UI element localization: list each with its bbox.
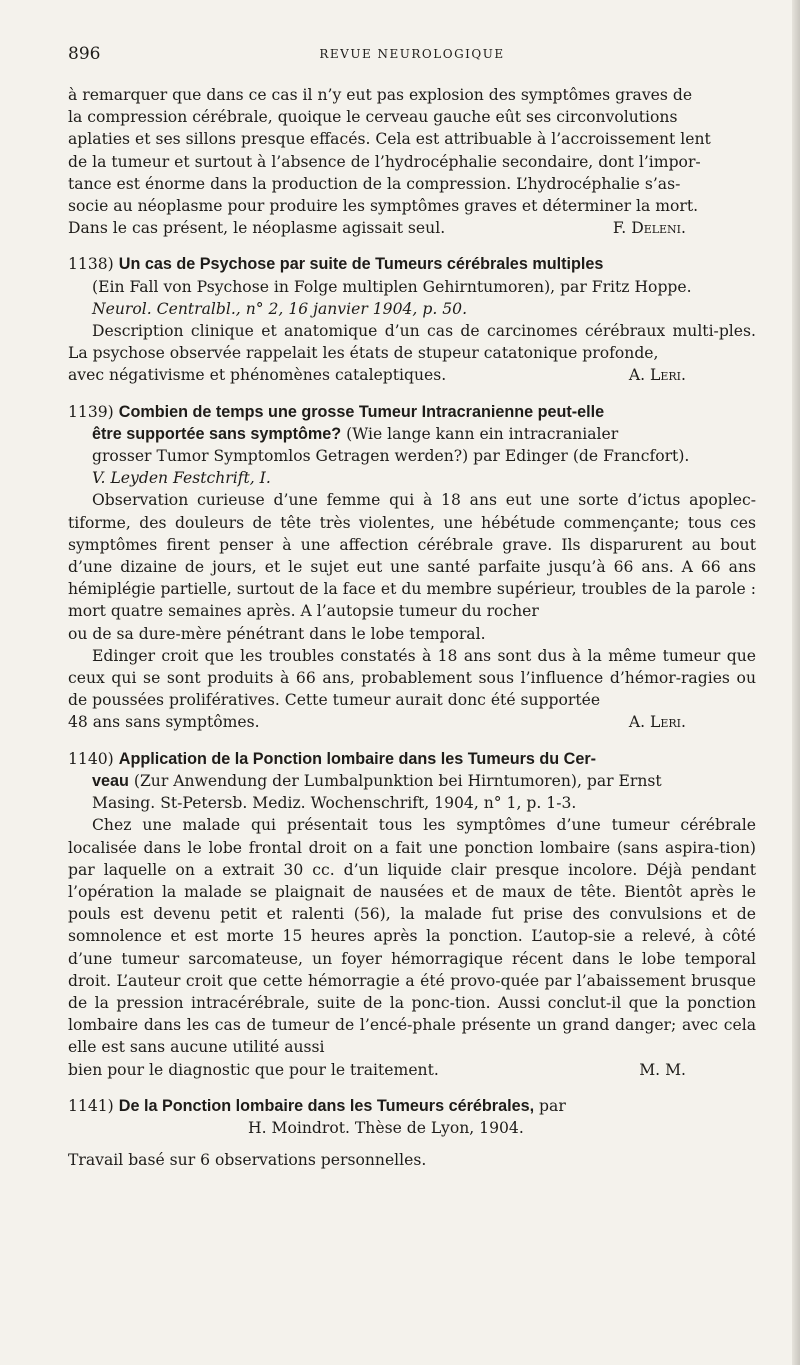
entry-heading	[68, 401, 756, 423]
intro-line: de la tumeur et surtout à l’absence de l’hydrocéphalie secondaire, dont l’impor-	[68, 152, 701, 171]
journal-title: REVUE NEUROLOGIQUE	[319, 47, 505, 61]
entry-title-cont: être supportée sans symptôme?	[92, 424, 342, 443]
entry-1138	[68, 253, 756, 386]
entry-body-last: avec négativisme et phénomènes cataleptiques.	[68, 366, 447, 385]
page-number: 896	[68, 44, 101, 64]
intro-signature: F. Deleni.	[612, 219, 686, 238]
intro-paragraph	[68, 84, 756, 239]
entry-title: Combien de temps une grosse Tumeur Intracranienne peut-elle	[118, 402, 605, 421]
entry-number: 1138)	[68, 255, 114, 274]
entry-title: Un cas de Psychose par suite de Tumeurs cérébrales multiples	[118, 255, 604, 274]
entry-reference-cont: grosser Tumor Symptomlos Getragen werden?) par Edinger (de Francfort).	[92, 447, 690, 466]
entry-source: H. Moindrot. Thèse de Lyon, 1904.	[248, 1118, 524, 1137]
entry-source: V. Leyden Festchrift, I.	[92, 469, 271, 488]
entry-1140	[68, 748, 756, 1081]
intro-last-line	[68, 217, 756, 239]
entry-title: Application de la Ponction lombaire dans les Tumeurs du Cer-	[118, 749, 597, 768]
entry-body: Chez une malade qui présentait tous les symptômes d’une tumeur cérébrale localisée dans le lobe frontal droit on a fait une ponction lombaire (sans aspira-tion) par laquelle on a extrait 30 cc. d’un liquide clair presque incolore. Déjà pendant l’opération la malade se plaignait de nausées et de maux de tête. Bientôt après le pouls est devenu petit et ralenti (56), la malade fut prise des convulsions et de somnolence et est morte 15 heures après la ponction. L’autop-sie a relevé, à côté d’une tumeur sarcomateuse, un foyer hémorragique récent dans le lobe temporal droit. L’auteur croit que cette hémorragie a été provo-quée par l’abaissement brusque de la pression intracérébrale, suite de la ponc-tion. Aussi conclut-il que la ponction lombaire dans les cas de tumeur de l’encé-phale présente un grand danger; avec cela elle est sans aucune utilité aussi	[68, 816, 756, 1057]
entry-1139	[68, 401, 756, 734]
entry-source: Neurol. Centralbl., n° 2, 16 janvier 1904, p. 50.	[92, 299, 468, 318]
intro-line: aplaties et ses sillons presque effacés. Cela est attribuable à l’accroissement lent	[68, 130, 711, 149]
entry-title: De la Ponction lombaire dans les Tumeurs cérébrales,	[118, 1096, 535, 1115]
entry-last-line	[68, 364, 756, 386]
entry-body: Description clinique et anatomique d’un cas de carcinomes cérébraux multi-ples. La psychose observée rappelait les états de stupeur catatonique profonde,	[68, 322, 756, 363]
entry-signature: A. Leri.	[628, 713, 686, 732]
entry-body: Travail basé sur 6 observations personnelles.	[68, 1151, 427, 1170]
entry-heading	[68, 253, 756, 275]
intro-line: socie au néoplasme pour produire les symptômes graves et déterminer la mort.	[68, 197, 699, 216]
entry-number: 1139)	[68, 402, 114, 421]
article-text	[68, 84, 756, 1171]
entry-heading-cont	[68, 770, 756, 792]
entry-signature: M. M.	[639, 1060, 686, 1079]
entry-par: par	[539, 1096, 566, 1115]
entry-heading	[68, 1095, 756, 1117]
entry-signature: A. Leri.	[628, 366, 686, 385]
entry-body-last: bien pour le diagnostic que pour le traitement.	[68, 1060, 439, 1079]
entry-heading	[68, 748, 756, 770]
entry-body-last: 48 ans sans symptômes.	[68, 713, 260, 732]
intro-line: tance est énorme dans la production de la compression. L’hydrocéphalie s’as-	[68, 174, 681, 193]
entry-1141	[68, 1095, 756, 1172]
entry-body: Observation curieuse d’une femme qui à 18 ans eut une sorte d’ictus apoplec-tiforme, des douleurs de tête très violentes, une hébétude commençante; tous ces symptômes firent penser à une affection cérébrale grave. Ils disparurent au bout d’une dizaine de jours, et le sujet eut une santé parfaite jusqu’à 66 ans. A 66 ans hémiplégie partielle, surtout de la face et du membre supérieur, troubles de la parole : mort quatre semaines après. A l’autopsie tumeur du rocher	[68, 491, 756, 621]
page-edge-shadow	[792, 0, 800, 1365]
entry-heading-cont	[68, 423, 756, 445]
entry-source: Masing. St-Petersb. Mediz. Wochenschrift, 1904, n° 1, p. 1-3.	[92, 794, 577, 813]
entry-reference: (Wie lange kann ein intracranialer	[346, 424, 619, 443]
entry-body: Edinger croit que les troubles constatés à 18 ans sont dus à la même tumeur que ceux qui se sont produits à 66 ans, probablement sous l’influence d’hémor-ragies ou de poussées prolifératives. Cette tumeur aurait donc été supportée	[68, 646, 756, 710]
intro-last-text: Dans le cas présent, le néoplasme agissait seul.	[68, 219, 446, 238]
entry-reference: (Zur Anwendung der Lumbalpunktion bei Hirntumoren), par Ernst	[133, 771, 662, 790]
entry-body-last: ou de sa dure-mère pénétrant dans le lobe temporal.	[68, 624, 486, 643]
intro-line: la compression cérébrale, quoique le cerveau gauche eût ses circonvolutions	[68, 108, 678, 127]
entry-last-line	[68, 1059, 756, 1081]
entry-title-cont: veau	[92, 771, 129, 790]
running-head	[68, 44, 756, 64]
entry-number: 1140)	[68, 749, 114, 768]
entry-last-line	[68, 711, 756, 733]
intro-line: à remarquer que dans ce cas il n’y eut pas explosion des symptômes graves de	[68, 86, 693, 104]
entry-number: 1141)	[68, 1096, 114, 1115]
entry-reference: (Ein Fall von Psychose in Folge multiplen Gehirntumoren), par Fritz Hoppe.	[92, 277, 692, 296]
spacer	[68, 1139, 756, 1149]
